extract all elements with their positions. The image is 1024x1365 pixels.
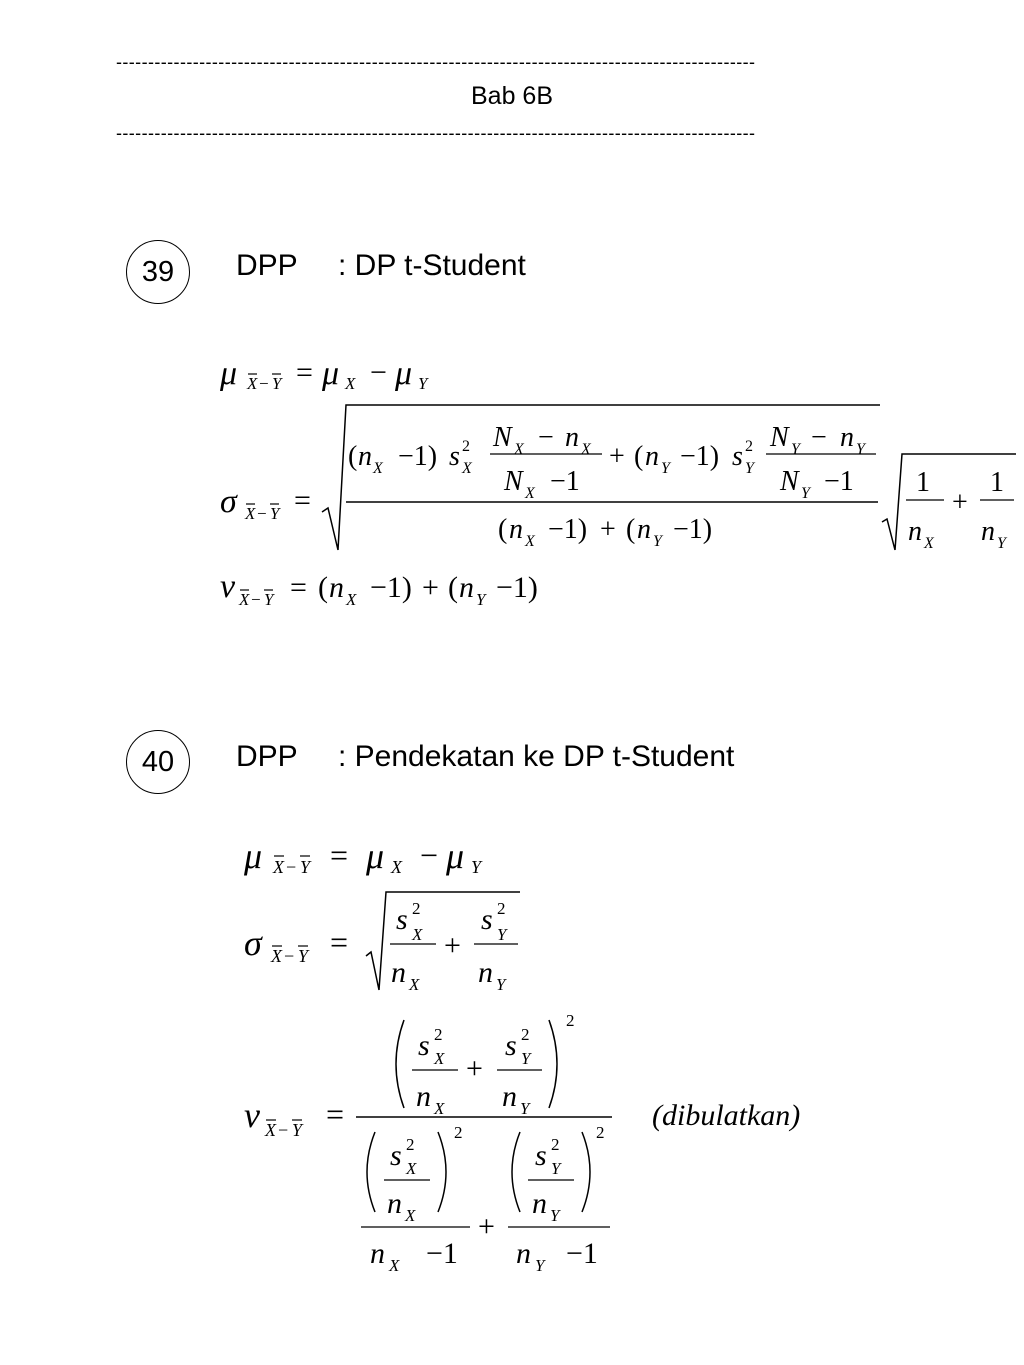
svg-text:X: X: [409, 975, 420, 994]
svg-text:s: s: [449, 441, 460, 472]
svg-text:X: X: [434, 1049, 445, 1068]
svg-text:(: (: [634, 441, 644, 472]
svg-text:+: +: [600, 514, 616, 545]
svg-text:σ: σ: [244, 923, 262, 963]
section-label-40: DPP: [236, 740, 298, 773]
svg-text:X: X: [412, 925, 423, 944]
svg-text:2: 2: [745, 438, 753, 455]
svg-text:n: n: [459, 571, 474, 604]
section-title-40: : Pendekatan ke DP t-Student: [338, 740, 735, 773]
svg-text:X: X: [434, 1099, 445, 1118]
svg-text:N: N: [504, 466, 523, 497]
svg-text:X: X: [245, 504, 256, 523]
svg-text:1: 1: [990, 467, 1004, 498]
svg-text:X: X: [924, 535, 934, 552]
section-number-40: 40: [126, 730, 190, 794]
svg-text:n: n: [416, 1080, 431, 1113]
svg-text:X: X: [405, 1206, 416, 1225]
svg-text:(: (: [448, 571, 458, 604]
svg-text:+: +: [609, 441, 625, 472]
svg-text:2: 2: [412, 899, 421, 918]
svg-text:+: +: [952, 487, 968, 518]
svg-text:Y: Y: [264, 590, 274, 609]
svg-text:n: n: [516, 1237, 531, 1270]
svg-text:Y: Y: [997, 535, 1006, 552]
svg-text:(: (: [348, 441, 358, 472]
section-number-39: 39: [126, 240, 190, 304]
svg-text:n: n: [840, 422, 854, 453]
mean-difference-formula-40: [243, 836, 483, 877]
svg-text:X: X: [525, 533, 535, 550]
svg-text:Y: Y: [550, 1206, 560, 1225]
svg-text:X: X: [273, 857, 284, 877]
svg-text:N: N: [780, 466, 799, 497]
svg-text:X: X: [271, 946, 282, 966]
svg-text:μ: μ: [322, 355, 340, 392]
svg-text:−1): −1): [548, 514, 588, 545]
svg-text:Y: Y: [497, 925, 507, 944]
svg-text:n: n: [391, 956, 406, 989]
svg-text:X: X: [247, 374, 258, 393]
svg-text:N: N: [770, 422, 789, 453]
svg-text:X: X: [406, 1159, 417, 1178]
svg-text:n: n: [502, 1080, 517, 1113]
svg-text:Y: Y: [653, 533, 662, 550]
svg-text:μ: μ: [446, 836, 465, 876]
svg-text:Y: Y: [551, 1159, 561, 1178]
svg-text:n: n: [637, 514, 651, 545]
svg-text:n: n: [478, 956, 493, 989]
svg-text:σ: σ: [220, 483, 237, 520]
svg-text:Y: Y: [270, 504, 280, 523]
svg-text:−: −: [251, 590, 261, 609]
svg-text:(: (: [318, 571, 328, 604]
svg-text:Y: Y: [298, 946, 309, 966]
svg-text:=: =: [326, 1096, 345, 1132]
svg-text:2: 2: [521, 1025, 530, 1044]
svg-text:2: 2: [406, 1135, 415, 1154]
svg-text:2: 2: [462, 438, 470, 455]
svg-text:2: 2: [566, 1011, 575, 1030]
svg-text:Y: Y: [292, 1120, 303, 1140]
svg-text:Y: Y: [476, 590, 486, 609]
svg-text:μ: μ: [220, 355, 238, 392]
svg-text:X: X: [373, 460, 383, 477]
svg-text:(: (: [498, 514, 508, 545]
svg-text:−: −: [257, 504, 267, 523]
svg-text:n: n: [329, 571, 344, 604]
section-label-39: DPP: [236, 249, 298, 282]
svg-text:Y: Y: [496, 975, 506, 994]
svg-text:=: =: [296, 356, 313, 389]
svg-text:Y: Y: [520, 1099, 530, 1118]
svg-text:X: X: [462, 460, 472, 477]
svg-text:=: =: [330, 924, 349, 960]
svg-text:X: X: [265, 1120, 276, 1140]
svg-text:Y: Y: [272, 374, 282, 393]
svg-text:Y: Y: [300, 857, 311, 877]
svg-text:(: (: [626, 514, 636, 545]
svg-text:μ: μ: [366, 836, 385, 876]
svg-text:+: +: [478, 1210, 495, 1243]
svg-text:=: =: [294, 484, 311, 517]
svg-text:X: X: [346, 590, 357, 609]
svg-text:μ: μ: [395, 355, 413, 392]
svg-text:=: =: [330, 837, 349, 873]
svg-text:s: s: [418, 1029, 430, 1062]
rounding-note: (dibulatkan): [652, 1099, 801, 1132]
svg-text:n: n: [387, 1187, 402, 1220]
svg-text:Y: Y: [745, 460, 754, 477]
svg-text:−1): −1): [496, 571, 538, 604]
svg-text:n: n: [532, 1187, 547, 1220]
svg-text:−1: −1: [426, 1237, 458, 1270]
svg-text:n: n: [358, 441, 372, 472]
svg-text:−: −: [259, 374, 269, 393]
svg-text:−: −: [538, 422, 554, 453]
svg-text:Y: Y: [471, 857, 482, 877]
svg-text:Y: Y: [535, 1256, 545, 1275]
svg-text:n: n: [370, 1237, 385, 1270]
svg-text:−: −: [811, 422, 827, 453]
svg-text:s: s: [535, 1139, 547, 1172]
svg-text:+: +: [444, 929, 461, 962]
std-error-formula-40: [244, 892, 520, 994]
svg-text:n: n: [509, 514, 523, 545]
svg-text:X: X: [525, 485, 535, 502]
section-title-39: : DP t-Student: [338, 249, 526, 282]
svg-text:n: n: [908, 516, 922, 547]
svg-text:2: 2: [454, 1123, 463, 1142]
svg-text:X: X: [239, 590, 250, 609]
chapter-title: Bab 6B: [470, 82, 553, 110]
svg-text:−1: −1: [550, 466, 580, 497]
svg-text:X: X: [391, 857, 402, 877]
svg-text:s: s: [732, 441, 743, 472]
svg-text:−: −: [278, 1120, 289, 1140]
svg-text:−1: −1: [824, 466, 854, 497]
svg-text:n: n: [645, 441, 659, 472]
svg-text:N: N: [493, 422, 512, 453]
svg-text:s: s: [390, 1139, 402, 1172]
svg-text:n: n: [981, 516, 995, 547]
header-top-rule: ----------------------------------------------------------------------------------------------------: [116, 52, 756, 72]
svg-text:X: X: [514, 441, 524, 458]
svg-text:X: X: [389, 1256, 400, 1275]
svg-text:ν: ν: [220, 568, 236, 605]
svg-text:2: 2: [434, 1025, 443, 1044]
svg-text:2: 2: [596, 1123, 605, 1142]
svg-text:μ: μ: [244, 836, 263, 876]
header-bottom-rule: ----------------------------------------------------------------------------------------------------: [116, 123, 756, 143]
svg-text:n: n: [565, 422, 579, 453]
svg-text:−1): −1): [673, 514, 713, 545]
svg-text:Y: Y: [801, 485, 810, 502]
svg-text:−: −: [370, 356, 387, 389]
svg-text:−: −: [286, 857, 297, 877]
svg-text:Y: Y: [418, 374, 428, 393]
svg-text:=: =: [290, 571, 307, 604]
svg-text:−1): −1): [398, 441, 438, 472]
svg-text:Y: Y: [521, 1049, 531, 1068]
svg-text:1: 1: [916, 467, 930, 498]
svg-text:X: X: [345, 374, 356, 393]
svg-text:2: 2: [551, 1135, 560, 1154]
svg-text:X: X: [581, 441, 591, 458]
svg-text:Y: Y: [661, 460, 670, 477]
svg-text:Y: Y: [856, 441, 865, 458]
svg-text:−: −: [284, 946, 295, 966]
svg-text:−1): −1): [370, 571, 412, 604]
svg-text:2: 2: [497, 899, 506, 918]
svg-text:−1: −1: [566, 1237, 598, 1270]
svg-text:ν: ν: [244, 1095, 260, 1135]
svg-text:s: s: [396, 903, 408, 936]
svg-text:−1): −1): [680, 441, 720, 472]
svg-text:+: +: [422, 571, 439, 604]
svg-text:Y: Y: [791, 441, 800, 458]
svg-text:s: s: [481, 903, 493, 936]
degrees-of-freedom-formula-40: [244, 1011, 800, 1275]
svg-text:s: s: [505, 1029, 517, 1062]
svg-text:−: −: [420, 837, 439, 873]
svg-text:+: +: [466, 1052, 483, 1085]
